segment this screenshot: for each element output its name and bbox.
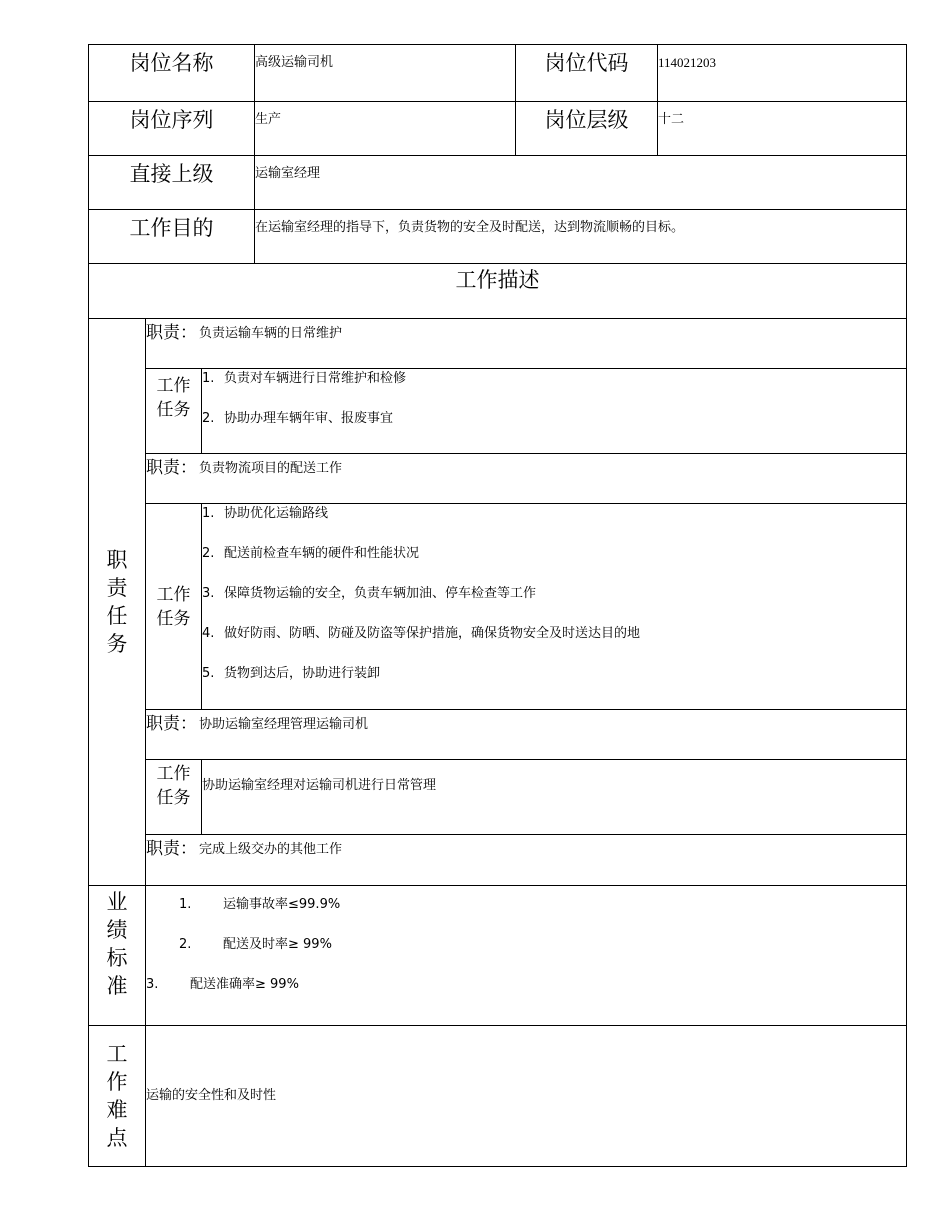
task-num: 5. (202, 666, 215, 681)
standard-item (179, 897, 340, 913)
duty-label: 职责： (146, 323, 197, 343)
task-text: 做好防雨、防晒、防碰及防盗等保护措施，确保货物安全及时送达目的地 (224, 626, 641, 641)
task-item (202, 371, 906, 411)
duty-label: 职责： (146, 458, 197, 478)
task-text: 协助办理车辆年审、报废事宜 (224, 411, 394, 426)
task-item (202, 506, 906, 546)
position-code-value: 114021203 (657, 44, 907, 102)
task-list (201, 503, 907, 710)
task-item (202, 626, 906, 666)
task-num: 4. (202, 626, 215, 641)
task-label-text: 工作任务 (156, 376, 191, 420)
task-list (201, 759, 907, 835)
task-text: 协助运输室经理对运输司机进行日常管理 (202, 778, 437, 793)
duty-row (145, 709, 907, 760)
standard-text: 运输事故率≤99.9% (223, 897, 341, 912)
task-item (202, 411, 906, 451)
difficulty-value (145, 1025, 907, 1167)
standard-item (146, 977, 299, 993)
duty-text: 完成上级交办的其他工作 (199, 842, 343, 857)
task-num: 2. (202, 546, 215, 561)
task-num: 2. (202, 411, 215, 426)
position-code-label: 岗位代码 (515, 44, 658, 102)
task-text: 配送前检查车辆的硬件和性能状况 (224, 546, 420, 561)
standards-list (145, 885, 907, 1026)
difficulty-text: 运输的安全性和及时性 (146, 1088, 277, 1103)
task-list (201, 368, 907, 454)
duty-label: 职责： (146, 714, 197, 734)
standard-item (179, 937, 332, 953)
standard-text: 配送准确率≥ 99% (190, 977, 299, 992)
position-series-value: 生产 (254, 101, 516, 156)
duty-row (145, 318, 907, 369)
task-label-text: 工作任务 (156, 584, 191, 629)
difficulty-label-text: 工作难点 (106, 1042, 128, 1150)
task-num: 3. (202, 586, 215, 601)
standard-num: 3. (146, 977, 159, 992)
duty-text: 负责运输车辆的日常维护 (199, 326, 343, 341)
standard-num: 2. (179, 937, 192, 952)
purpose-label: 工作目的 (88, 209, 255, 264)
task-num: 1. (202, 371, 215, 386)
task-item (202, 546, 906, 586)
task-text: 货物到达后，协助进行装卸 (224, 666, 381, 681)
task-label-text: 工作任务 (156, 764, 191, 808)
position-level-label: 岗位层级 (515, 101, 658, 156)
task-text: 负责对车辆进行日常维护和检修 (224, 371, 407, 386)
task-item (202, 586, 906, 626)
standard-text: 配送及时率≥ 99% (223, 937, 332, 952)
job-description-table (88, 44, 907, 1167)
position-level-value: 十二 (657, 101, 907, 156)
task-label (145, 368, 202, 454)
position-name-label: 岗位名称 (88, 44, 255, 102)
duty-text: 协助运输室经理管理运输司机 (199, 717, 369, 732)
duty-row (145, 834, 907, 886)
task-text: 协助优化运输路线 (224, 506, 329, 521)
superior-value: 运输室经理 (254, 155, 907, 210)
superior-label: 直接上级 (88, 155, 255, 210)
task-text: 保障货物运输的安全，负责车辆加油、停车检查等工作 (224, 586, 537, 601)
standards-label-text: 业绩标准 (106, 890, 128, 998)
standards-label (88, 885, 146, 1026)
difficulty-label (88, 1025, 146, 1167)
task-item (202, 666, 906, 706)
duties-side-label-text: 职责任务 (106, 548, 128, 656)
task-label (145, 759, 202, 835)
duty-row (145, 453, 907, 504)
standard-num: 1. (179, 897, 192, 912)
description-title: 工作描述 (88, 263, 907, 319)
duty-label: 职责： (146, 839, 197, 859)
duties-side-label (88, 318, 146, 886)
position-series-label: 岗位序列 (88, 101, 255, 156)
purpose-value: 在运输室经理的指导下，负责货物的安全及时配送，达到物流顺畅的目标。 (254, 209, 907, 264)
position-name-value: 高级运输司机 (254, 44, 516, 102)
task-label (145, 503, 202, 710)
task-num: 1. (202, 506, 215, 521)
duty-text: 负责物流项目的配送工作 (199, 461, 343, 476)
